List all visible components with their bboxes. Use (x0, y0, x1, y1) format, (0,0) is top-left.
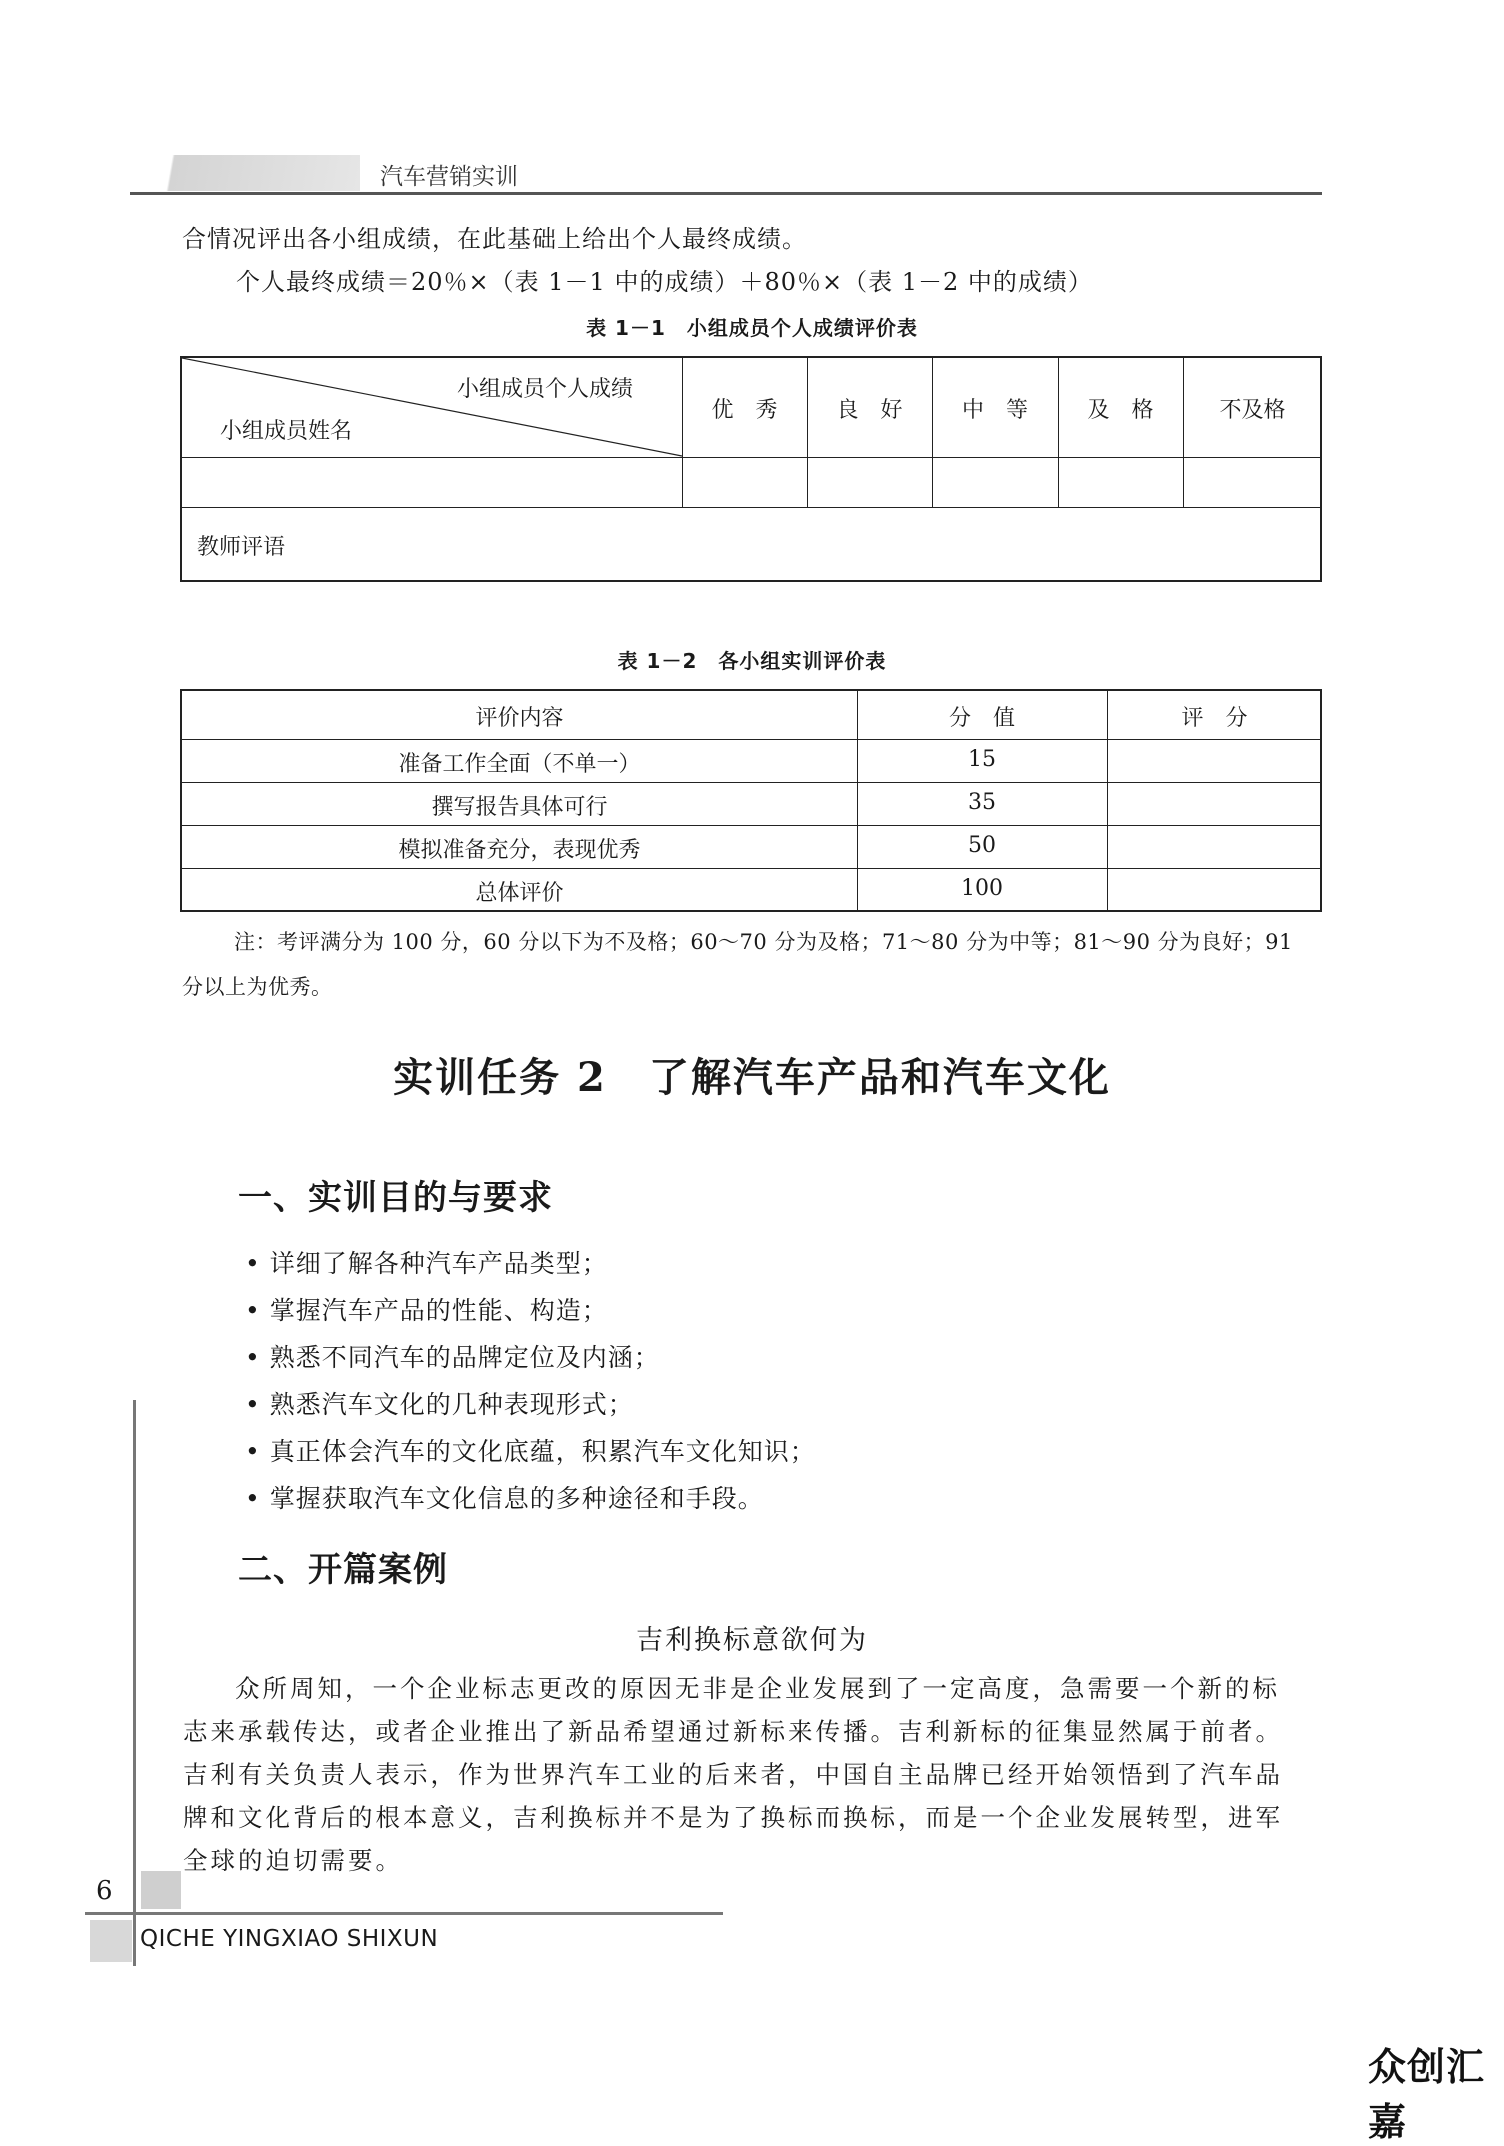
note-line-1: 注：考评满分为 100 分，60 分以下为不及格；60～70 分为及格；71～80 分为中等；81～90 分为良好；91 (234, 930, 1293, 954)
section2-title: 二、开篇案例 (238, 1550, 448, 1590)
table1-caption: 表 1－1 小组成员个人成绩评价表 (586, 316, 918, 340)
diag-header-top: 小组成员个人成绩 (457, 377, 634, 402)
note-line-2: 分以上为优秀。 (182, 975, 333, 999)
row-content: 模拟准备充分，表现优秀 (398, 838, 641, 863)
case-text-line: 吉利有关负责人表示，作为世界汽车工业的后来者，中国自主品牌已经开始领悟到了汽车品 (183, 1760, 1283, 1789)
footer-vertical-rule (133, 1400, 136, 1966)
row-content: 撰写报告具体可行 (431, 795, 608, 820)
case-text-line: 全球的迫切需要。 (183, 1846, 403, 1875)
table2-caption: 表 1－2 各小组实训评价表 (617, 649, 887, 673)
footer-decor-square (141, 1871, 181, 1909)
footer-pinyin: QICHE YINGXIAO SHIXUN (140, 1926, 439, 1952)
case-text-line: 牌和文化背后的根本意义，吉利换标并不是为了换标而换标，而是一个企业发展转型，进军 (183, 1803, 1283, 1832)
footer-decor-square (90, 1920, 132, 1962)
row-value: 15 (968, 747, 996, 772)
list-item: • 熟悉不同汽车的品牌定位及内涵； (245, 1343, 660, 1372)
row-content: 总体评价 (475, 881, 564, 906)
row-content: 准备工作全面（不单一） (398, 752, 641, 777)
list-item: • 掌握获取汽车文化信息的多种途径和手段。 (245, 1484, 764, 1513)
diag-header-bottom: 小组成员姓名 (220, 419, 353, 444)
grade-fail: 不及格 (1219, 398, 1286, 423)
grade-pass: 及 格 (1087, 398, 1154, 423)
header-rule (130, 192, 1322, 195)
page-number: 6 (96, 1876, 113, 1906)
header-decoration (130, 155, 360, 191)
teacher-comment-label: 教师评语 (197, 535, 286, 560)
grade-good: 良 好 (836, 398, 903, 423)
list-item: • 熟悉汽车文化的几种表现形式； (245, 1390, 634, 1419)
grade-medium: 中 等 (961, 398, 1028, 423)
intro-line: 合情况评出各小组成绩，在此基础上给出个人最终成绩。 (182, 225, 807, 253)
row-value: 35 (968, 790, 996, 815)
formula-line: 个人最终成绩＝20％×（表 1－1 中的成绩）＋80％×（表 1－2 中的成绩） (236, 268, 1093, 296)
watermark: 众创汇嘉 (1368, 2045, 1486, 2144)
case-text-line: 志来承载传达，或者企业推出了新品希望通过新标来传播。吉利新标的征集显然属于前者。 (183, 1717, 1283, 1746)
case-text-line: 众所周知，一个企业标志更改的原因无非是企业发展到了一定高度，急需要一个新的标 (235, 1674, 1280, 1703)
list-item: • 真正体会汽车的文化底蕴，积累汽车文化知识； (245, 1437, 816, 1466)
header-score: 评 分 (1181, 706, 1248, 731)
table2-group-evaluation (180, 689, 1322, 912)
running-header-title: 汽车营销实训 (380, 164, 518, 190)
row-value: 100 (961, 876, 1003, 901)
list-item: • 详细了解各种汽车产品类型； (245, 1249, 608, 1278)
section1-title: 一、实训目的与要求 (238, 1178, 553, 1218)
grade-excellent: 优 秀 (711, 398, 778, 423)
row-value: 50 (968, 833, 996, 858)
footer-rule (85, 1912, 723, 1915)
header-content: 评价内容 (475, 706, 564, 731)
list-item: • 掌握汽车产品的性能、构造； (245, 1296, 608, 1325)
task-title: 实训任务 2 了解汽车产品和汽车文化 (393, 1054, 1111, 1101)
table1-individual-grades (180, 356, 1322, 582)
header-value: 分 值 (948, 706, 1015, 731)
case-title: 吉利换标意欲何为 (636, 1625, 868, 1656)
